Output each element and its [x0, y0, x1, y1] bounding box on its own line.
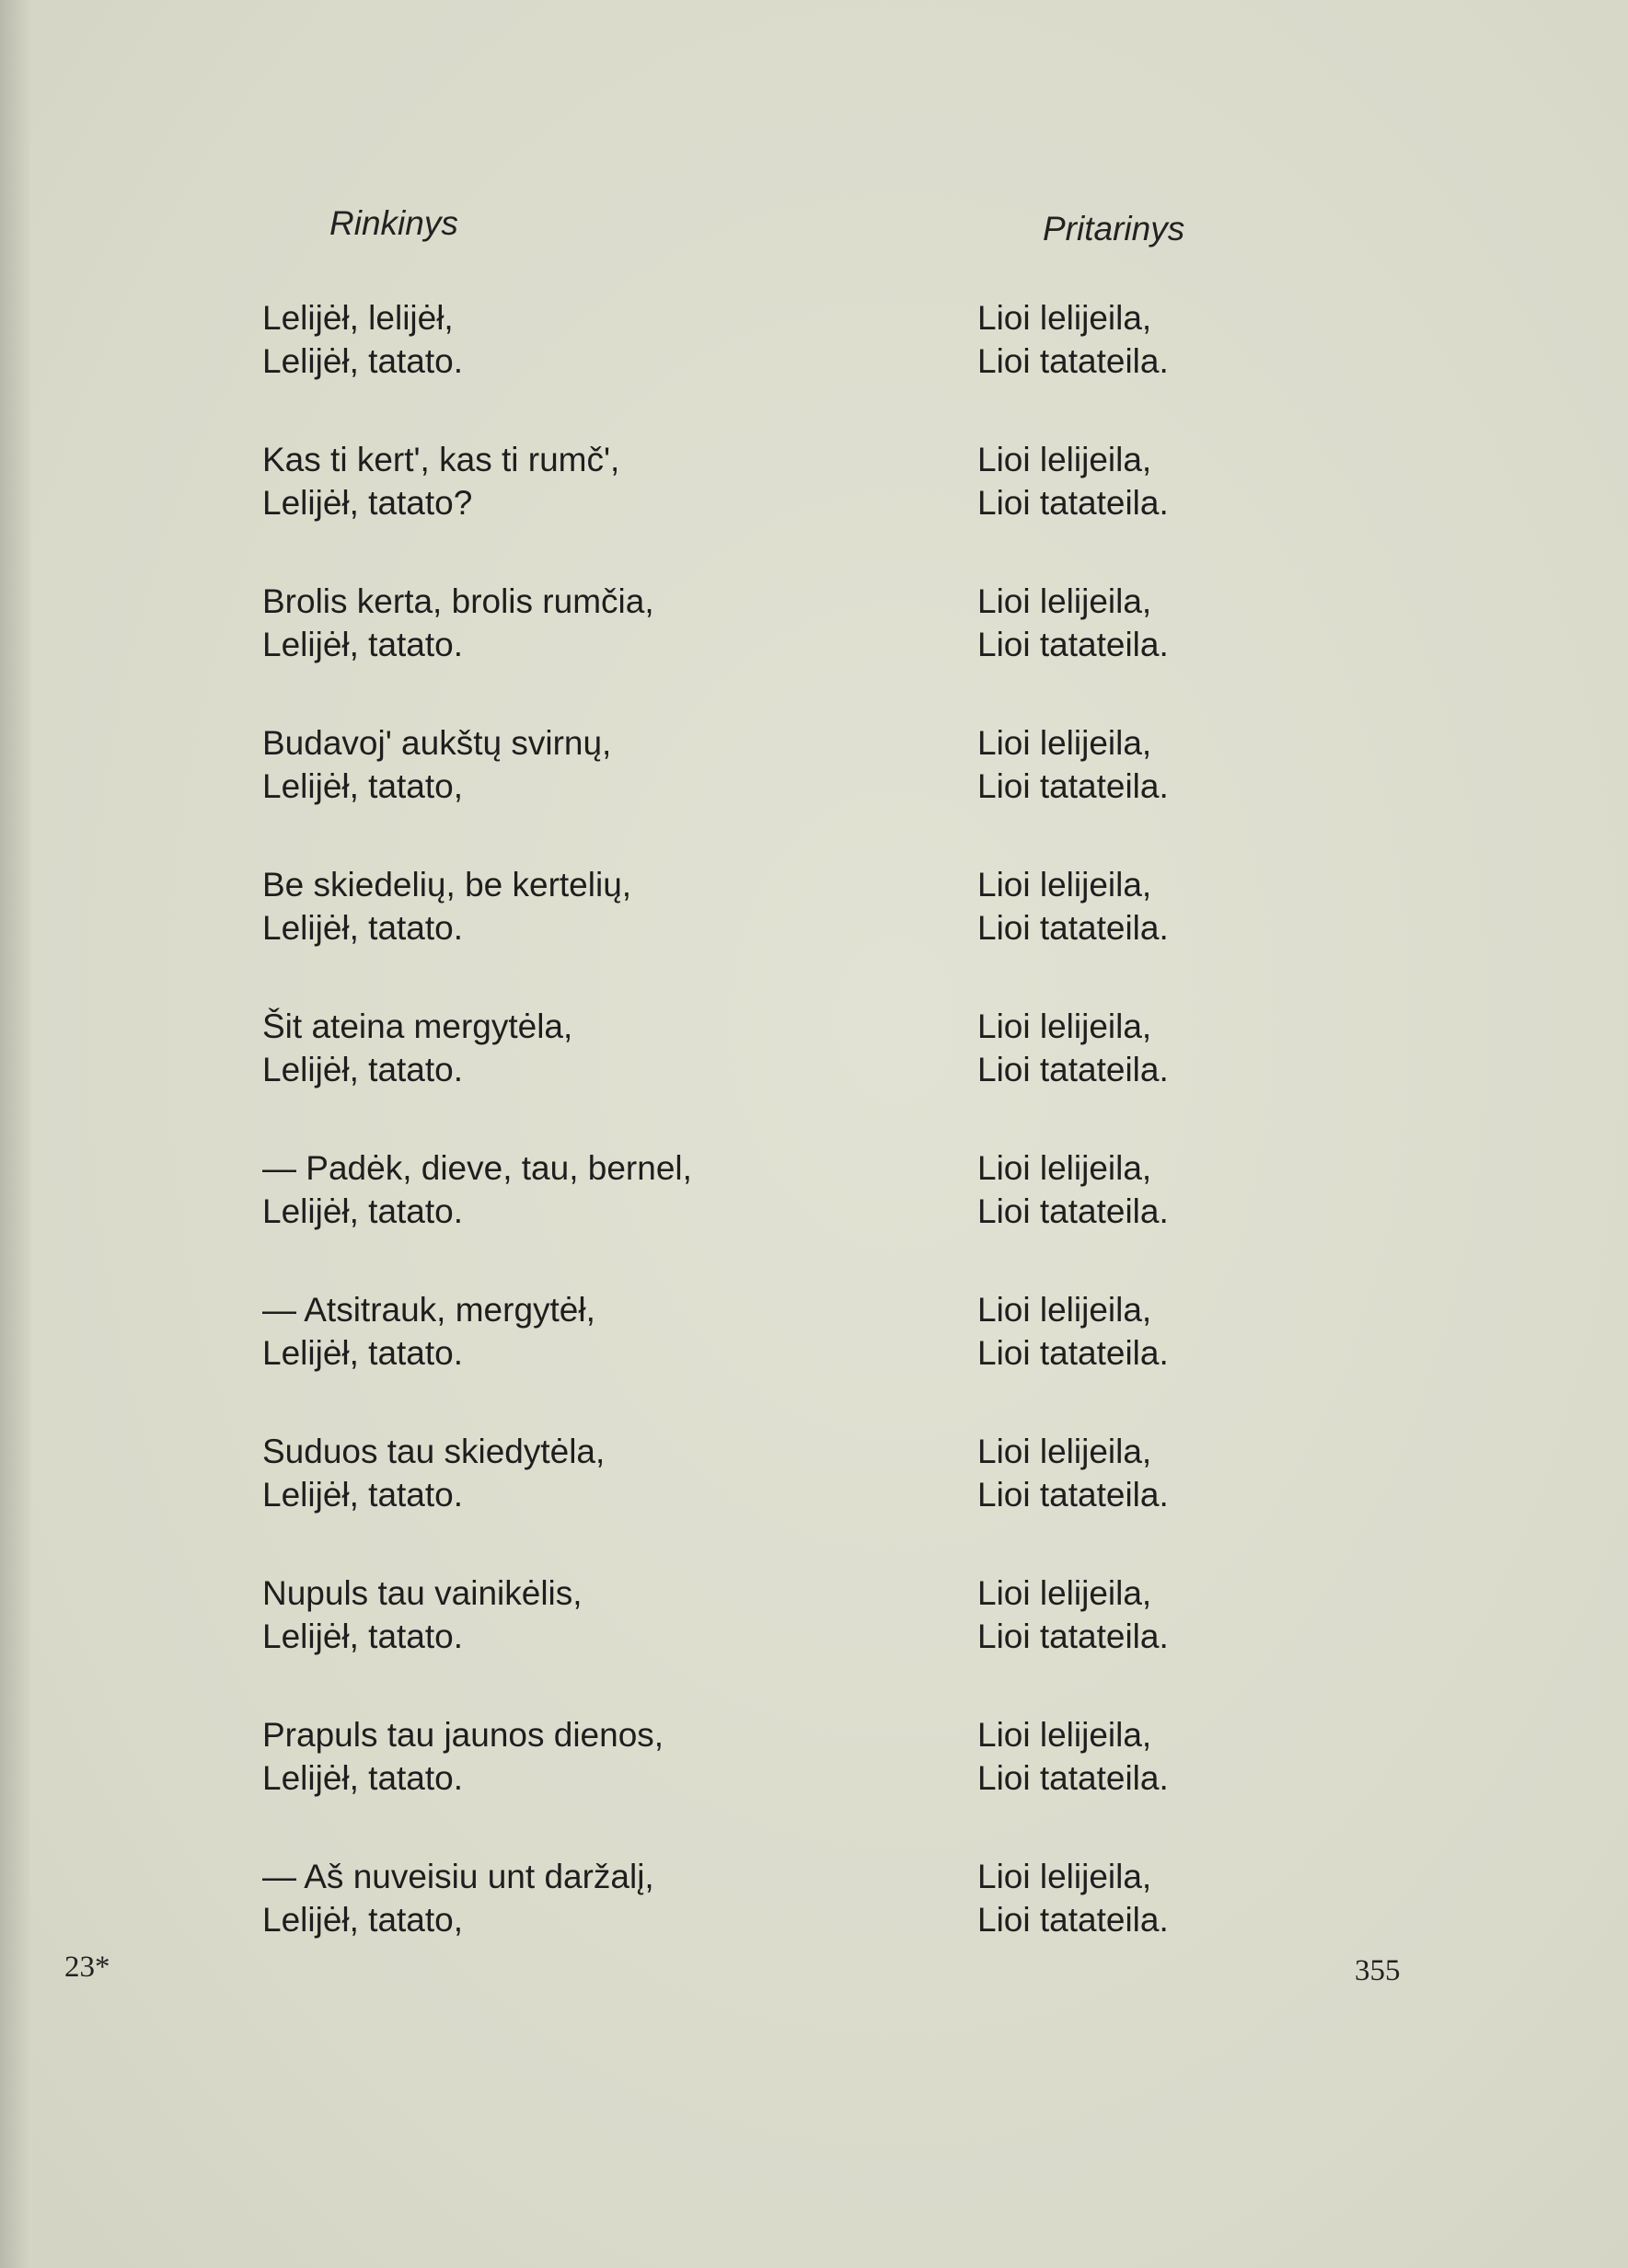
refrain-line: Lioi tatateila. — [977, 342, 1169, 380]
verse-line: Lelijėł, tatato. — [262, 1476, 464, 1514]
column-headings — [0, 204, 1628, 259]
refrain-line: Lioi tatateila. — [977, 909, 1169, 947]
refrain-line: Lioi lelijeila, — [977, 1858, 1152, 1895]
stanza — [0, 296, 1628, 438]
refrain-line: Lioi tatateila. — [977, 484, 1169, 522]
stanza-refrain — [977, 863, 1169, 950]
stanza-verse — [262, 721, 611, 808]
stanza — [0, 1146, 1628, 1288]
heading-rinkinys: Rinkinys — [329, 204, 458, 242]
verse-line: Lelijėł, tatato. — [262, 909, 464, 947]
stanza — [0, 580, 1628, 721]
page-number: 355 — [1355, 1954, 1401, 1987]
stanza-verse — [262, 1855, 654, 1941]
verse-line: Nupuls tau vainikėlis, — [262, 1574, 583, 1612]
stanza-refrain — [977, 1430, 1169, 1516]
verse-line: Lelijėł, tatato? — [262, 484, 473, 522]
stanza-refrain — [977, 1571, 1169, 1658]
verse-line: Budavoj' aukštų svirnų, — [262, 724, 612, 762]
stanza-refrain — [977, 438, 1169, 524]
stanza-refrain — [977, 1146, 1169, 1233]
refrain-line: Lioi lelijeila, — [977, 1574, 1152, 1612]
stanza-refrain — [977, 721, 1169, 808]
verse-line: Lelijėł, tatato. — [262, 1759, 464, 1797]
refrain-line: Lioi lelijeila, — [977, 1716, 1152, 1754]
stanza — [0, 1430, 1628, 1571]
printer-signature: 23* — [64, 1951, 110, 1984]
refrain-line: Lioi lelijeila, — [977, 1433, 1152, 1470]
stanza-refrain — [977, 1713, 1169, 1800]
refrain-line: Lioi tatateila. — [977, 1051, 1169, 1088]
stanza — [0, 1005, 1628, 1146]
refrain-line: Lioi tatateila. — [977, 1334, 1169, 1372]
verse-line: Brolis kerta, brolis rumčia, — [262, 582, 654, 620]
stanza-verse — [262, 1430, 605, 1516]
verse-line: Lelijėł, tatato, — [262, 1901, 464, 1939]
refrain-line: Lioi tatateila. — [977, 626, 1169, 663]
verse-line: Prapuls tau jaunos dienos, — [262, 1716, 664, 1754]
verse-line: Lelijėł, tatato. — [262, 1334, 464, 1372]
verse-line: Šit ateina mergytėla, — [262, 1007, 573, 1045]
refrain-line: Lioi tatateila. — [977, 1618, 1169, 1655]
stanza-refrain — [977, 1855, 1169, 1941]
stanza — [0, 721, 1628, 863]
verse-line: Lelijėł, tatato. — [262, 626, 464, 663]
heading-pritarinys: Pritarinys — [1043, 210, 1185, 248]
stanza-refrain — [977, 1005, 1169, 1091]
refrain-line: Lioi lelijeila, — [977, 1007, 1152, 1045]
verse-line: — Padėk, dieve, tau, bernel, — [262, 1149, 692, 1187]
refrain-line: Lioi lelijeila, — [977, 582, 1152, 620]
refrain-line: Lioi tatateila. — [977, 1192, 1169, 1230]
verse-line: Lelijėł, lelijėł, — [262, 299, 454, 337]
verse-line: Lelijėł, tatato, — [262, 767, 464, 805]
verse-line: Lelijėł, tatato. — [262, 1618, 464, 1655]
refrain-line: Lioi tatateila. — [977, 1476, 1169, 1514]
refrain-line: Lioi tatateila. — [977, 1901, 1169, 1939]
stanza — [0, 1571, 1628, 1713]
stanza-verse — [262, 863, 631, 950]
refrain-line: Lioi lelijeila, — [977, 1149, 1152, 1187]
refrain-line: Lioi lelijeila, — [977, 441, 1152, 478]
refrain-line: Lioi lelijeila, — [977, 299, 1152, 337]
verse-line: Lelijėł, tatato. — [262, 1192, 464, 1230]
stanza-verse — [262, 1005, 572, 1091]
stanza — [0, 1713, 1628, 1855]
stanza-verse — [262, 580, 654, 666]
stanza — [0, 1288, 1628, 1430]
stanza-verse — [262, 296, 463, 383]
verse-line: Kas ti kert', kas ti rumč', — [262, 441, 620, 478]
verse-line: — Atsitrauk, mergytėł, — [262, 1291, 595, 1329]
verse-line: Lelijėł, tatato. — [262, 342, 464, 380]
stanza-verse — [262, 1571, 583, 1658]
verse-line: Be skiedelių, be kertelių, — [262, 866, 632, 904]
refrain-line: Lioi tatateila. — [977, 1759, 1169, 1797]
stanza-verse — [262, 438, 619, 524]
stanza-refrain — [977, 580, 1169, 666]
refrain-line: Lioi lelijeila, — [977, 866, 1152, 904]
verse-line: — Aš nuveisiu unt daržalį, — [262, 1858, 654, 1895]
stanza-refrain — [977, 1288, 1169, 1375]
stanza-verse — [262, 1288, 595, 1375]
stanza-refrain — [977, 296, 1169, 383]
stanza-verse — [262, 1146, 692, 1233]
stanza — [0, 438, 1628, 580]
song-stanzas — [0, 296, 1628, 1997]
verse-line: Suduos tau skiedytėla, — [262, 1433, 606, 1470]
stanza-verse — [262, 1713, 664, 1800]
stanza — [0, 863, 1628, 1005]
refrain-line: Lioi lelijeila, — [977, 724, 1152, 762]
refrain-line: Lioi lelijeila, — [977, 1291, 1152, 1329]
verse-line: Lelijėł, tatato. — [262, 1051, 464, 1088]
refrain-line: Lioi tatateila. — [977, 767, 1169, 805]
